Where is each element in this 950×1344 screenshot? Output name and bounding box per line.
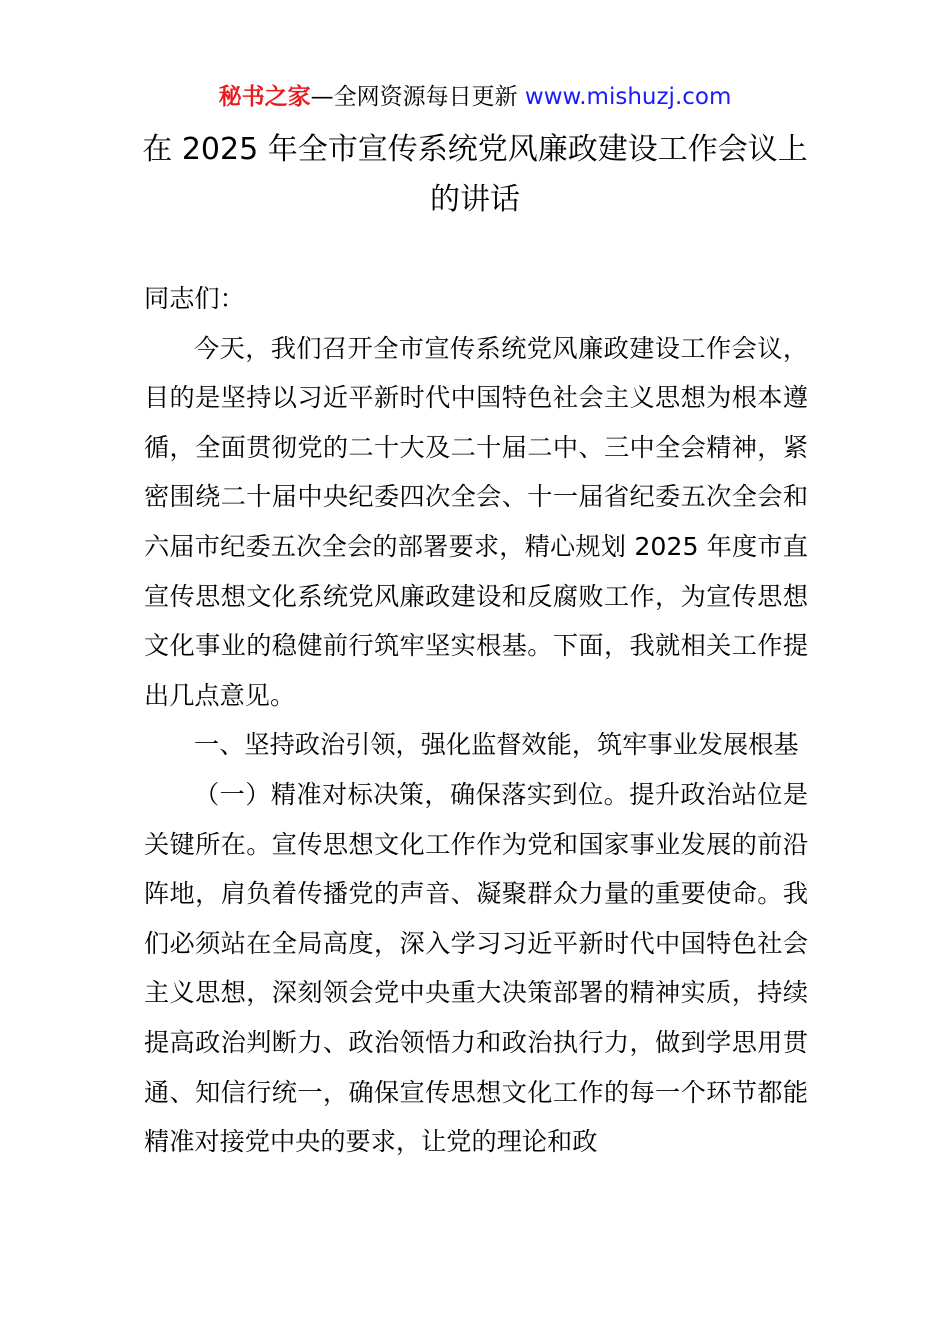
document-title: 在 2025 年全市宣传系统党风廉政建设工作会议上的讲话 — [142, 132, 808, 217]
paragraph-intro: 今天，我们召开全市宣传系统党风廉政建设工作会议，目的是坚持以习近平新时代中国特色社会主义思想为根本遵循，全面贯彻党的二十大及二十届二中、三中全会精神，紧密围绕二十届中央纪委四次全会、十一届省纪委五次全会和六届市纪委五次全会的部署要求，精心规划 2025 年度市直宣传思想文化系统党风廉政建设和反腐败工作，为宣传思想文化事业的稳健前行筑牢坚实根基。下面，我就相关工作提出几点意见。 — [144, 333, 808, 710]
section-heading-1: 一、坚持政治引领，强化监督效能，筑牢事业发展根基 — [194, 730, 799, 760]
brand-name: 秘书之家 — [218, 84, 311, 110]
document-body — [144, 274, 808, 1167]
site-url[interactable]: www.mishuzj.com — [524, 84, 732, 110]
paragraph-section-1-1: （一）精准对标决策，确保落实到位。提升政治站位是关键所在。宣传思想文化工作作为党和国家事业发展的前沿阵地，肩负着传播党的声音、凝聚群众力量的重要使命。我们必须站在全局高度，深入学习习近平新时代中国特色社会主义思想，深刻领会党中央重大决策部署的精神实质，持续提高政治判断力、政治领悟力和政治执行力，做到学思用贯通、知信行统一，确保宣传思想文化工作的每一个环节都能精准对接党中央的要求，让党的理论和政 — [144, 779, 808, 1157]
site-header — [0, 80, 950, 114]
site-tagline: —全网资源每日更新 — [310, 84, 525, 110]
salutation: 同志们： — [144, 284, 245, 313]
